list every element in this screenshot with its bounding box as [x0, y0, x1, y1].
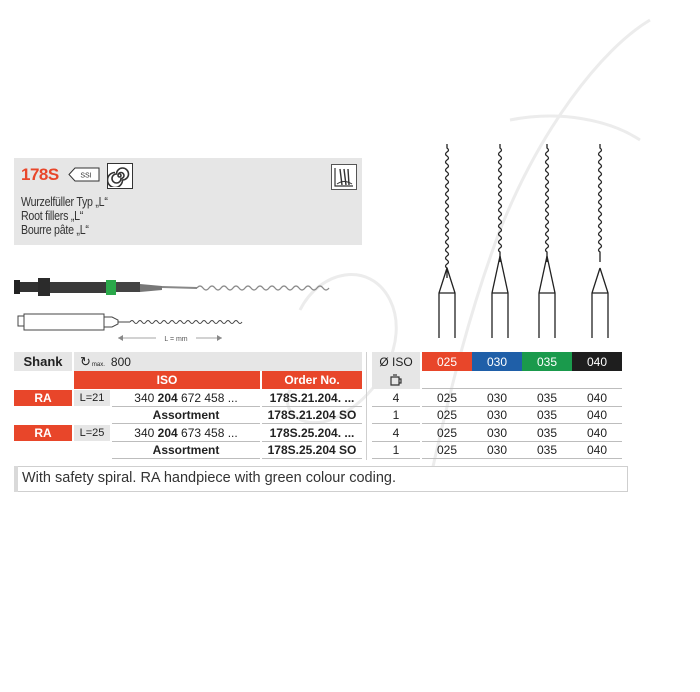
shank-header: Shank: [14, 352, 72, 371]
size-cell: 040: [572, 442, 622, 459]
ra-badge: RA: [14, 425, 72, 441]
quantity-cell: 4: [372, 425, 420, 442]
size-cell: 030: [472, 390, 522, 407]
quantity-cell: 4: [372, 390, 420, 407]
size-cell: 025: [422, 407, 472, 424]
rpm-cell: [74, 352, 362, 371]
size-cell: 040: [572, 425, 622, 442]
description-german: Wurzelfüller Typ „L“: [21, 195, 108, 209]
order-number-cell: 178S.25.204 SO: [262, 442, 362, 459]
iso-header: ISO: [74, 371, 260, 389]
instrument-drawing: [12, 308, 262, 342]
ssi-badge-label: SSI: [80, 172, 92, 180]
iso-suffix: 673 458 ...: [181, 426, 238, 440]
size-cell: 035: [522, 425, 572, 442]
iso-prefix: 340: [134, 391, 155, 405]
size-cell: 025: [422, 390, 472, 407]
length-cell: L=25: [74, 425, 110, 441]
root-canal-tool-icon: [331, 164, 357, 190]
order-number-cell: 178S.21.204. ...: [262, 390, 362, 407]
size-header-030: 030: [472, 352, 522, 371]
rpm-icon: ↻: [80, 353, 91, 369]
file-040: [592, 144, 608, 338]
size-cell: 040: [572, 390, 622, 407]
ra-badge: RA: [14, 390, 72, 406]
rpm-value: 800: [110, 354, 131, 369]
iso-bold: 204: [157, 391, 178, 405]
iso-suffix: 672 458 ...: [181, 391, 238, 405]
size-cell: 030: [472, 425, 522, 442]
spiral-icon: [107, 163, 133, 189]
file-035: [539, 144, 555, 338]
product-code: 178S: [21, 165, 59, 184]
size-cell: 040: [572, 407, 622, 424]
description-english: Root fillers „L“: [21, 209, 84, 223]
size-header-spacer: [422, 371, 622, 389]
size-header-040: 040: [572, 352, 622, 371]
ssi-badge: [68, 167, 100, 182]
size-cell: 030: [472, 407, 522, 424]
quantity-cell: 1: [372, 442, 420, 459]
iso-bold: 204: [157, 426, 178, 440]
order-number-cell: 178S.21.204 SO: [262, 407, 362, 424]
diameter-iso-header: Ø ISO: [372, 352, 420, 371]
order-number-header: Order No.: [262, 371, 362, 389]
rpm-max-label: max.: [91, 361, 105, 368]
size-cell: 025: [422, 425, 472, 442]
iso-prefix: 340: [134, 426, 155, 440]
description-french: Bourre pâte „L“: [21, 223, 89, 237]
size-cell: 035: [522, 407, 572, 424]
length-dimension-label: L = mm: [156, 334, 196, 346]
order-number-cell: 178S.25.204. ...: [262, 425, 362, 442]
iso-cell: [112, 390, 260, 407]
package-icon: [372, 371, 420, 389]
quantity-cell: 1: [372, 407, 420, 424]
assortment-cell: Assortment: [112, 407, 260, 424]
size-cell: 035: [522, 442, 572, 459]
column-group-divider: [366, 352, 367, 460]
file-sizes-illustration: [420, 138, 642, 344]
file-030: [492, 144, 508, 338]
footnote-text: With safety spiral. RA handpiece with green colour coding.: [22, 470, 396, 486]
file-025: [439, 144, 455, 338]
assortment-cell: Assortment: [112, 442, 260, 459]
size-cell: 035: [522, 390, 572, 407]
size-cell: 025: [422, 442, 472, 459]
size-header-035: 035: [522, 352, 572, 371]
size-cell: 030: [472, 442, 522, 459]
length-cell: L=21: [74, 390, 110, 406]
iso-cell: [112, 425, 260, 442]
footnote-accent: [14, 466, 18, 492]
size-header-025: 025: [422, 352, 472, 371]
instrument-photo: [12, 268, 342, 304]
